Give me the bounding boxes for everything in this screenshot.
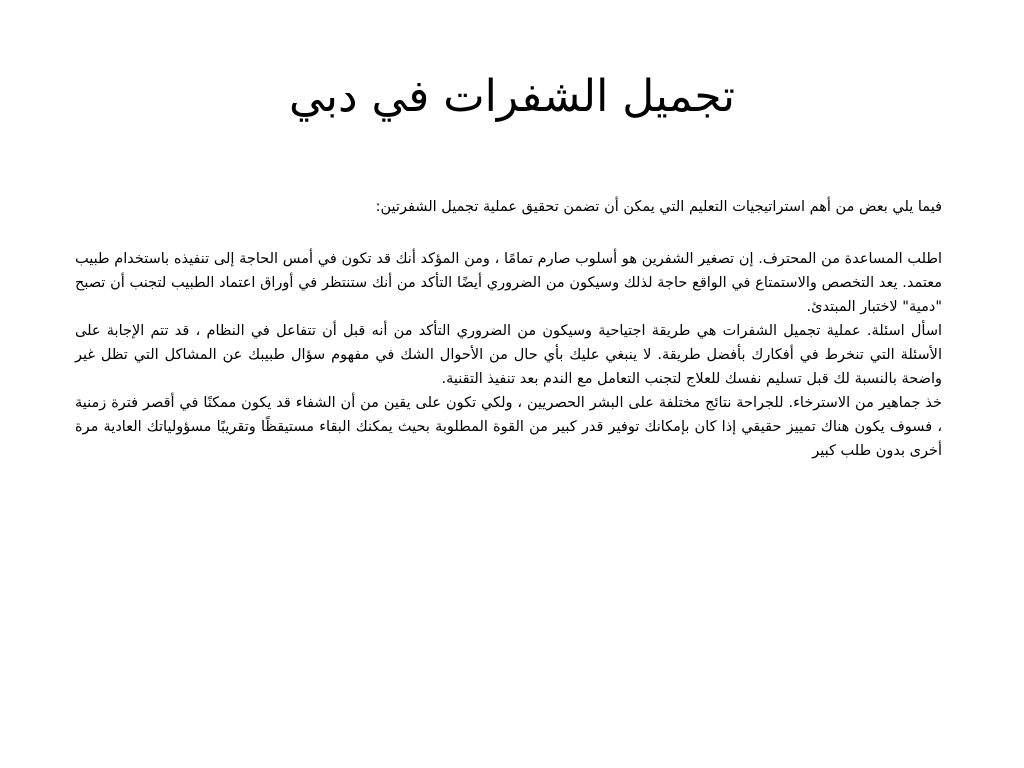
paragraph-relaxation: خذ جماهير من الاسترخاء. للجراحة نتائج مختلفة على البشر الحصريين ، ولكي تكون على يقين من أن الشفاء قد يكون ممكنًا في أقصر فترة زمنية ، فسوف يكون هناك تمييز حقيقي إذا كان بإمكانك توفير قدر كبير من القوة المطلوبة بحيث يمكنك البقاء مستيقظًا وتقريبًا مسؤولياتك العادية مرة أخرى بدون طلب كبير bbox=[75, 395, 942, 459]
slide-body bbox=[75, 195, 942, 463]
slide-title: تجميل الشفرات في دبي bbox=[289, 71, 735, 122]
paragraph-ask-questions: اسأل اسئلة. عملية تجميل الشفرات هي طريقة اجتياحية وسيكون من الضروري التأكد من أنه قبل أن تتفاعل في النظام ، قد تتم الإجابة على الأسئلة التي تنخرط في أفكارك بأفضل طريقة. لا ينبغي عليك بأي حال من الأحوال الشك في مفهوم سؤال طبيبك عن المشاكل التي تظل غير واضحة بالنسبة لك قبل تسليم نفسك للعلاج لتجنب التعامل مع الندم بعد تنفيذ التقنية. bbox=[75, 323, 942, 387]
paragraph-ask-professional: اطلب المساعدة من المحترف. إن تصغير الشفرين هو أسلوب صارم تمامًا ، ومن المؤكد أنك قد تكون في أمس الحاجة إلى تنفيذه باستخدام طبيب معتمد. يعد التخصص والاستمتاع في الواقع حاجة لذلك وسيكون من الضروري أيضًا التأكد من أنك ستنتظر في أوراق اعتماد الطبيب لتجنب أن تصبح "دمية" لاختبار المبتدئ. bbox=[75, 251, 942, 315]
intro-paragraph: فيما يلي بعض من أهم استراتيجيات التعليم التي يمكن أن تضمن تحقيق عملية تجميل الشفرتين: bbox=[375, 199, 942, 215]
